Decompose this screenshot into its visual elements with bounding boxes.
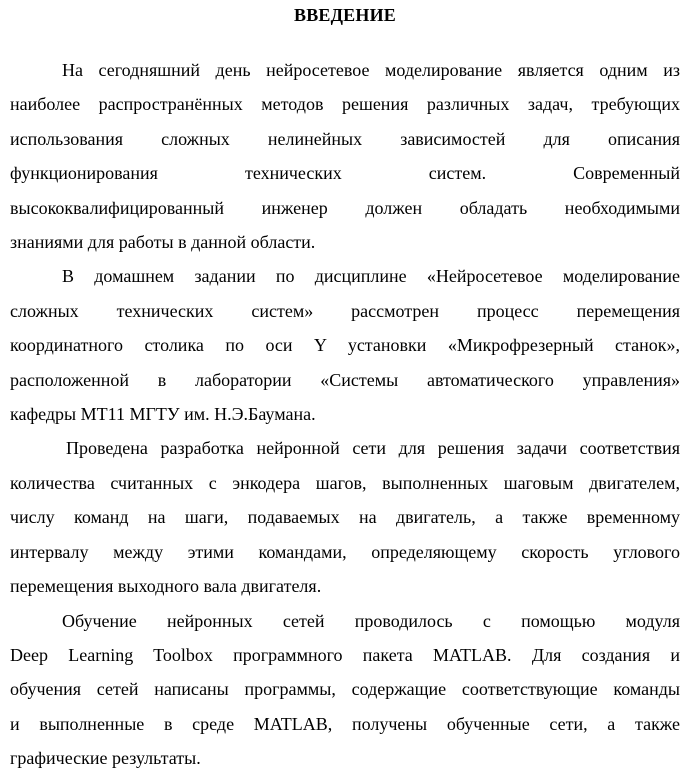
text-line: перемещения выходного вала двигателя. <box>10 576 322 597</box>
paragraph-intro <box>10 53 680 259</box>
text-line: наиболее распространённых методов решения различных задач, требующих <box>10 94 680 115</box>
text-line: Обучение нейронных сетей проводилось с помощью модуля <box>62 610 680 631</box>
text-line: и выполненные в среде MATLAB, получены обученные сети, а также <box>10 713 680 734</box>
paragraph-task <box>10 259 680 431</box>
document-title: ВВЕДЕНИЕ <box>293 5 396 25</box>
text-line: кафедры МТ11 МГТУ им. Н.Э.Баумана. <box>10 404 316 425</box>
text-line: В домашнем задании по дисциплине «Нейросетевое моделирование <box>62 266 680 287</box>
text-line: графические результаты. <box>10 748 201 769</box>
text-line: интервалу между этими командами, определяющему скорость углового <box>10 541 680 562</box>
text-line: числу команд на шаги, подаваемых на двигатель, а также временному <box>10 507 680 528</box>
paragraph-development <box>10 431 680 603</box>
text-line: координатного столика по оси Y установки «Микрофрезерный станок», <box>10 335 680 356</box>
text-line: обучения сетей написаны программы, содержащие соответствующие команды <box>10 679 680 700</box>
text-line: высококвалифицированный инженер должен обладать необходимыми <box>10 197 680 218</box>
text-line: Deep Learning Toolbox программного пакета MATLAB. Для создания и <box>10 644 680 665</box>
text-line: сложных технических систем» рассмотрен процесс перемещения <box>10 300 680 321</box>
text-line: использования сложных нелинейных зависимостей для описания <box>10 128 680 149</box>
paragraph-training <box>10 604 680 776</box>
text-line: функционирования технических систем. Современный <box>10 163 680 184</box>
text-line: На сегодняшний день нейросетевое моделирование является одним из <box>62 60 680 80</box>
text-line: количества считанных с энкодера шагов, выполненных шаговым двигателем, <box>10 472 680 493</box>
text-line: расположенной в лаборатории «Системы автоматического управления» <box>10 369 680 390</box>
text-line: Проведена разработка нейронной сети для решения задачи соответствия <box>66 438 680 459</box>
text-line: знаниями для работы в данной области. <box>10 232 316 253</box>
